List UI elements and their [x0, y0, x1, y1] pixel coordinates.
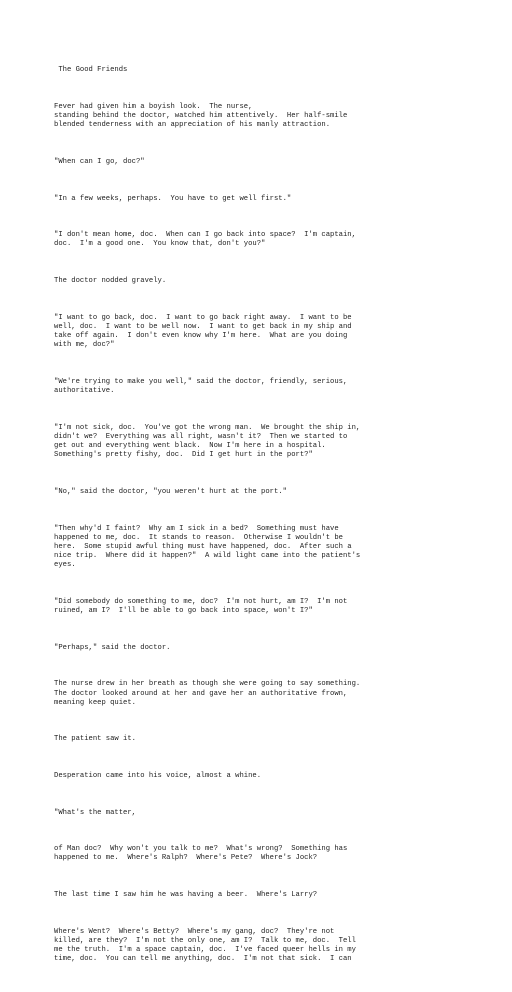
paragraph: The doctor nodded gravely.: [54, 277, 167, 286]
document-body: [54, 48, 494, 992]
paragraph: of Man doc? Why won't you talk to me? What's wrong? Something has happened to me. Where's Ralph? Where's Pete? Where's Jock?: [54, 845, 348, 863]
paragraph: "In a few weeks, perhaps. You have to get well first.": [54, 194, 292, 203]
paragraph: "Then why'd I faint? Why am I sick in a bed? Something must have happened to me, doc. It stands to reason. Otherwise I wouldn't be here. Some stupid awful thing must have happened, doc. After such a nice trip. Where did it happen?" A wild light came into the patient's eyes.: [54, 524, 361, 570]
paragraph: "Did somebody do something to me, doc? I'm not hurt, am I? I'm not ruined, am I? I'll be able to go back into space, won't I?": [54, 597, 348, 616]
paragraph: "When can I go, doc?": [54, 158, 145, 167]
paragraph: "We're trying to make you well," said the doctor, friendly, serious, authoritative.: [54, 377, 348, 396]
paragraph: "No," said the doctor, "you weren't hurt at the port.": [54, 487, 287, 496]
paragraph: "I don't mean home, doc. When can I go back into space? I'm captain, doc. I'm a good one. You know that, don't you?": [54, 231, 356, 249]
paragraph: "What's the matter,: [54, 808, 136, 817]
paragraph: Fever had given him a boyish look. The nurse, standing behind the doctor, watched him attentively. Her half-smile blended tenderness with an appreciation of his manly attraction.: [54, 103, 348, 130]
paragraph: The last time I saw him he was having a beer. Where's Larry?: [54, 891, 318, 900]
story-title: The Good Friends: [54, 66, 128, 75]
paragraph: "I want to go back, doc. I want to go back right away. I want to be well, doc. I want to be well now. I want to get back in my ship and take off again. I don't even know why I'm here. What are you doing with me, doc?": [54, 313, 352, 350]
paragraph: "I'm not sick, doc. You've got the wrong man. We brought the ship in, didn't we? Everything was all right, wasn't it? Then we started to get out and everything went black. Now I'm here in a hospital. Something's pretty fishy, doc. Did I get hurt in the port?": [54, 423, 361, 460]
paragraph: The nurse drew in her breath as though she were going to say something. The doctor looked around at her and gave her an authoritative frown, meaning keep quiet.: [54, 680, 361, 707]
paragraph: "Perhaps," said the doctor.: [54, 643, 171, 652]
paragraph: Desperation came into his voice, almost a whine.: [54, 772, 262, 780]
paragraph: Where's Went? Where's Betty? Where's my gang, doc? They're not killed, are they? I'm not the only one, am I? Talk to me, doc. Tell me the truth. I'm a space captain, doc. I've faced queer hells in my time, doc. You can tell me anything, doc. I'm not that sick. I can: [54, 927, 356, 964]
paragraph: The patient saw it.: [54, 735, 136, 744]
